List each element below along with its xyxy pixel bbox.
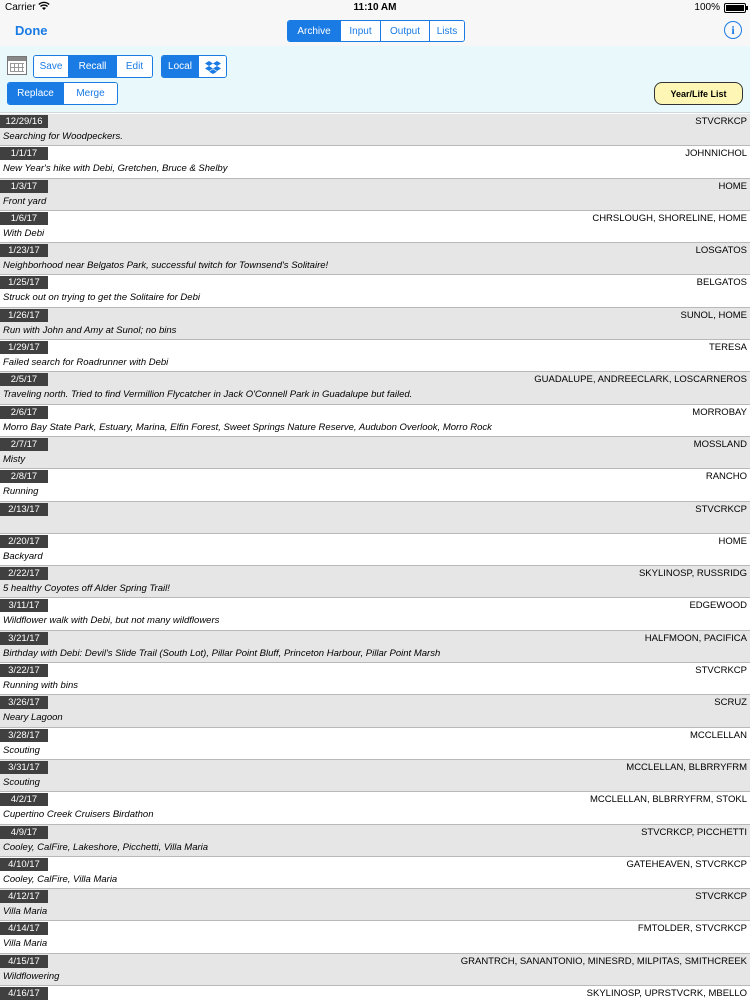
list-item[interactable] [0,502,750,534]
entry-locations: STVCRKCP [695,116,747,127]
list-item[interactable] [0,857,750,889]
entry-locations: EDGEWOOD [689,600,747,612]
entry-description: Traveling north. Tried to find Vermillion Flycatcher in Jack O'Connell Park in Guadalupe but failed. [3,389,413,401]
entry-locations: GATEHEAVEN, STVCRKCP [626,858,747,870]
entry-locations: STVCRKCP [695,503,747,515]
entry-date: 2/20/17 [0,535,48,548]
entry-description: Villa Maria [3,906,48,918]
carrier-label: Carrier [5,2,36,13]
entry-description: Wildflower walk with Debi, but not many wildflowers [3,615,220,627]
list-item[interactable] [0,372,750,404]
status-bar [0,0,750,16]
entry-date: 3/11/17 [0,599,48,612]
entry-description: Misty [3,453,26,465]
entry-description: With Debi [3,227,45,239]
dropbox-icon[interactable] [198,56,226,77]
entry-locations: STVCRKCP, PICCHETTI [641,826,747,838]
entry-locations: BELGATOS [696,277,747,289]
entry-date: 4/14/17 [0,922,48,935]
battery-percent: 100% [694,2,720,13]
entry-locations: SUNOL, HOME [680,309,747,321]
entry-description: Failed search for Roadrunner with Debi [3,357,169,369]
entry-date: 4/9/17 [0,826,48,839]
year-life-list-button[interactable]: Year/Life List [654,82,743,105]
edit-button[interactable]: Edit [116,56,152,77]
entry-locations: GRANTRCH, SANANTONIO, MINESRD, MILPITAS, SMITHCREEK [460,955,747,967]
entry-locations: HALFMOON, PACIFICA [644,632,747,644]
entry-locations: MCCLELLAN, BLBRRYFRM, STOKL [590,794,747,806]
recall-button[interactable]: Recall [68,56,116,77]
list-item[interactable] [0,598,750,630]
nav-bar [0,16,750,46]
list-item[interactable] [0,889,750,921]
entry-locations: STVCRKCP [695,665,747,677]
list-item[interactable] [0,760,750,792]
entry-locations: HOME [718,180,747,192]
entry-date: 2/6/17 [0,406,48,419]
list-item[interactable] [0,114,750,146]
entry-description: Cupertino Creek Cruisers Birdathon [3,809,154,821]
entry-locations: SCRUZ [714,697,747,709]
entry-locations: HOME [718,535,747,547]
entry-date: 3/22/17 [0,664,48,677]
entry-description: Scouting [3,776,40,788]
entry-locations: MCCLELLAN [689,729,747,741]
entry-locations: MCCLELLAN, BLBRRYFRM [626,761,747,773]
entry-date: 1/29/17 [0,341,48,354]
save-button[interactable]: Save [34,56,68,77]
replace-button[interactable]: Replace [8,83,63,104]
list-item[interactable] [0,566,750,598]
entry-description: Struck out on trying to get the Solitaire for Debi [3,292,200,304]
entry-description: Cooley, CalFire, Lakeshore, Picchetti, Villa Maria [3,841,209,853]
local-button[interactable]: Local [162,56,198,77]
entry-date: 1/1/17 [0,147,48,160]
entry-description: Front yard [3,195,47,207]
entry-date: 3/28/17 [0,729,48,742]
entry-date: 1/3/17 [0,180,48,193]
entry-date: 2/13/17 [0,503,48,516]
entry-description: Run with John and Amy at Sunol; no bins [3,324,177,336]
entry-description: 5 healthy Coyotes off Alder Spring Trail! [3,583,170,595]
entry-date: 3/31/17 [0,761,48,774]
entry-locations: MOSSLAND [693,438,747,450]
list-item[interactable] [0,954,750,986]
merge-button[interactable]: Merge [63,83,117,104]
entry-description: Neary Lagoon [3,712,63,724]
main-tabs [287,20,465,42]
info-icon[interactable]: i [724,21,742,39]
entry-locations: CHRSLOUGH, SHORELINE, HOME [592,212,747,224]
entry-locations: MORROBAY [692,406,747,418]
replace-merge-control [7,82,118,105]
list-item[interactable] [0,534,750,566]
list-item[interactable] [0,631,750,663]
entry-locations: SKYLINOSP, UPRSTVCRK, MBELLO [586,988,747,1000]
entry-description: Running [3,486,39,498]
list-item[interactable] [0,211,750,243]
entry-description: Running with bins [3,680,78,692]
entry-locations: RANCHO [705,471,747,483]
entry-date: 12/29/16 [0,115,48,128]
clock: 11:10 AM [353,2,397,13]
list-item[interactable] [0,243,750,275]
entry-description: Morro Bay State Park, Estuary, Marina, Elfin Forest, Sweet Springs Nature Reserve, Audubon Overlook, Morro Rock [3,421,492,433]
archive-list [0,114,750,1000]
list-item[interactable] [0,340,750,372]
entry-description: Birthday with Debi: Devil's Slide Trail (South Lot), Pillar Point Bluff, Princeton Harbour, Pillar Point Marsh [3,647,441,659]
list-item[interactable] [0,405,750,437]
entry-description: Villa Maria [3,938,48,950]
entry-date: 4/15/17 [0,955,48,968]
entry-locations: SKYLINOSP, RUSSRIDG [638,568,747,580]
entry-description: Neighborhood near Belgatos Park, successful twitch for Townsend's Solitaire! [3,260,329,272]
tab-output[interactable]: Output [380,21,429,41]
list-item[interactable] [0,728,750,760]
entry-date: 1/23/17 [0,244,48,257]
entry-description: Cooley, CalFire, Villa Maria [3,873,118,885]
list-item[interactable] [0,275,750,307]
entry-date: 2/7/17 [0,438,48,451]
entry-locations: JOHNNICHOL [685,148,747,160]
entry-date: 3/26/17 [0,696,48,709]
entry-date: 1/6/17 [0,212,48,225]
list-item[interactable] [0,308,750,340]
entry-date: 4/10/17 [0,858,48,871]
save-recall-edit-control [33,55,153,78]
entry-description: Wildflowering [3,970,60,982]
entry-date: 2/5/17 [0,373,48,386]
entry-date: 3/21/17 [0,632,48,645]
list-item[interactable] [0,469,750,501]
tab-archive[interactable]: Archive [288,21,340,41]
entry-date: 4/2/17 [0,793,48,806]
entry-description: Searching for Woodpeckers. [3,131,123,142]
entry-date: 2/22/17 [0,567,48,580]
list-item[interactable] [0,663,750,695]
entry-locations: TERESA [708,342,747,354]
entry-date: 2/8/17 [0,470,48,483]
storage-control [161,55,227,78]
list-item[interactable] [0,825,750,857]
entry-locations: FMTOLDER, STVCRKCP [637,923,747,935]
calendar-icon[interactable] [7,56,27,75]
list-item[interactable] [0,921,750,953]
list-item[interactable] [0,179,750,211]
list-item[interactable] [0,695,750,727]
list-item[interactable] [0,792,750,824]
entry-date: 1/25/17 [0,276,48,289]
done-button[interactable]: Done [15,23,48,38]
archive-toolbar [0,46,750,113]
list-item[interactable] [0,986,750,1000]
entry-date: 1/26/17 [0,309,48,322]
entry-description: Scouting [3,744,40,756]
entry-locations: LOSGATOS [695,245,747,257]
entry-description: New Year's hike with Debi, Gretchen, Bruce & Shelby [3,163,228,175]
list-item[interactable] [0,146,750,178]
entry-date: 4/12/17 [0,890,48,903]
tab-input[interactable]: Input [340,21,380,41]
battery-icon [724,3,746,13]
entry-locations: GUADALUPE, ANDREECLARK, LOSCARNEROS [534,374,747,386]
entry-date: 4/16/17 [0,987,48,1000]
entry-locations: STVCRKCP [695,891,747,903]
tab-lists[interactable]: Lists [429,21,464,41]
list-item[interactable] [0,437,750,469]
entry-description: Backyard [3,550,43,562]
